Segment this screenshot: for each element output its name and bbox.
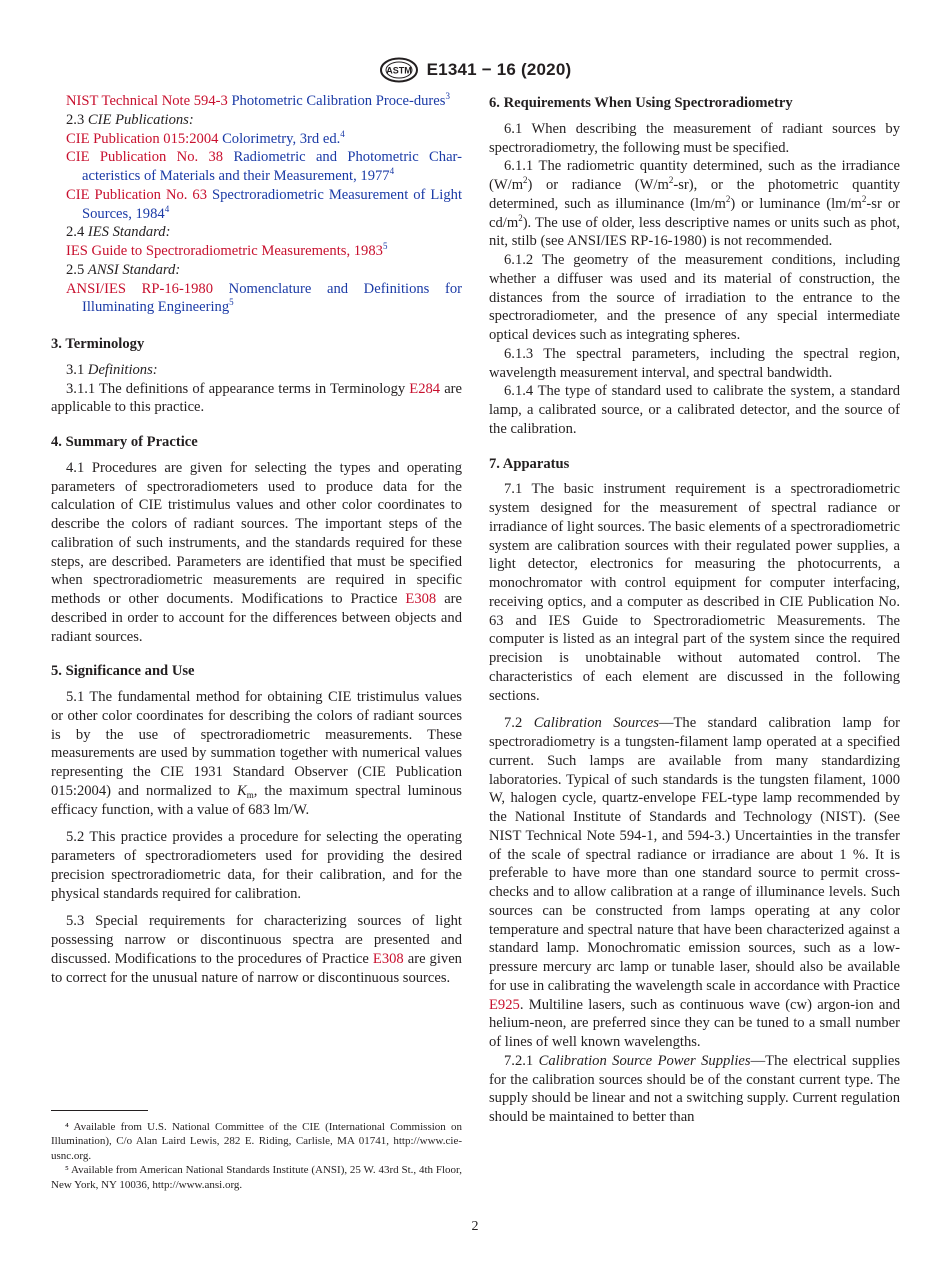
paragraph-6-1-1 bbox=[489, 157, 900, 251]
reference-cie-63 bbox=[51, 186, 462, 224]
paragraph-text: are applicable to this practice. bbox=[51, 380, 463, 416]
paragraph-6-1: 6.1 When describing the measurement of radiant sources by spectroradiometry, the following must be specified. bbox=[489, 120, 900, 156]
right-column bbox=[489, 92, 900, 1127]
paragraph-4-1 bbox=[51, 459, 462, 647]
section-number: 2.3 bbox=[66, 111, 85, 128]
paragraph-5-1 bbox=[51, 688, 462, 819]
reference-code[interactable]: NIST Technical Note 594-3 bbox=[66, 93, 228, 109]
astm-logo-icon bbox=[379, 57, 419, 83]
reference-title[interactable]: Illuminating Engineering bbox=[82, 299, 230, 316]
section-number: 7.2 bbox=[504, 715, 523, 732]
paragraph-text: 5.3 Special requirements for characterizing sources of light possessing narrow or discontinuous spectra are presented and discussed. Modifications to the procedures of Practice bbox=[51, 913, 462, 967]
section-number: 2.4 bbox=[66, 224, 85, 241]
footnote-ref[interactable]: 4 bbox=[389, 166, 395, 176]
section-number: 2.5 bbox=[66, 261, 85, 278]
paragraph-text: —The electrical supplies for the calibration sources should be of the constant current type. The supply should be linear and not a switching supply. Current regulation should be maintained to better than bbox=[489, 1052, 900, 1125]
footnotes bbox=[51, 1120, 462, 1192]
link-e308[interactable]: E308 bbox=[405, 591, 437, 607]
paragraph-5-3 bbox=[51, 912, 462, 987]
reference-code[interactable]: ANSI/IES RP-16-1980 bbox=[66, 280, 213, 297]
footnote-ref[interactable]: 4 bbox=[340, 128, 345, 139]
reference-title[interactable]: Nomenclature and Definitions for bbox=[228, 280, 463, 297]
paragraph-text: ). The use of older, less descriptive names or units such as phot, nit, stilb (see ANSI/IES RP-16-1980) is not recommended. bbox=[489, 214, 900, 250]
subsection-title: IES Standard: bbox=[87, 224, 171, 241]
paragraph-text: -sr), or the photometric quantity determined, such as illuminance (lm/m bbox=[489, 177, 900, 212]
subsection-title: Calibration Sources bbox=[533, 715, 659, 732]
section-heading-terminology: 3. Terminology bbox=[51, 336, 145, 352]
page-number: 2 bbox=[471, 1219, 479, 1234]
subsection-title: Calibration Source Power Supplies bbox=[538, 1052, 751, 1069]
page-header bbox=[0, 57, 950, 83]
subsection-2-3 bbox=[51, 111, 462, 130]
footnote-divider bbox=[51, 1110, 148, 1111]
paragraph-5-2: 5.2 This practice provides a procedure for selecting the operating parameters of spectroradiometers used for providing the desired precision spectroradiometric data, for their calibration, and for the physical standards required for calibration. bbox=[51, 829, 462, 902]
reference-title[interactable]: Colorimetry, 3rd ed. bbox=[222, 130, 341, 147]
reference-code[interactable]: CIE Publication 015:2004 bbox=[66, 130, 219, 147]
link-e925[interactable]: E925 bbox=[489, 996, 520, 1013]
paragraph-text: . Multiline lasers, such as continuous wave (cw) argon-ion and helium-neon, are preferred since they can be tuned to a small number of lines of well known wavelengths. bbox=[489, 996, 900, 1050]
link-e308[interactable]: E308 bbox=[372, 950, 404, 967]
symbol-subscript: m bbox=[246, 789, 254, 800]
reference-ies-guide bbox=[51, 242, 462, 261]
reference-code[interactable]: IES Guide to Spectroradiometric Measurements, 1983 bbox=[66, 243, 383, 259]
left-column bbox=[51, 92, 462, 987]
paragraph-6-1-4: 6.1.4 The type of standard used to calibrate the system, a standard lamp, a calibrated source, or a calibrated detector, and the source of the calibration. bbox=[489, 383, 900, 437]
paragraph-text: 4.1 Procedures are given for selecting the types and operating parameters of spectroradiometers used to produce data for the calculation of CIE tristimulus values and other color coordinates to describe the colors of radiant sources. The important steps of the calibration of such instruments, and the standards required for these steps, are described. Parameters are identified that must be specified when spectroradiometric measurements are required in specific methods or other documents. Modifications to Practice bbox=[51, 459, 462, 607]
footnote-ref[interactable]: 3 bbox=[445, 91, 450, 101]
paragraph-text: ) or radiance (W/m bbox=[527, 177, 669, 193]
reference-code[interactable]: CIE Publication No. 63 bbox=[66, 186, 208, 203]
paragraph-3-1 bbox=[51, 361, 462, 380]
section-number: 3.1 bbox=[66, 361, 85, 378]
superscript: 2 bbox=[725, 193, 731, 204]
paragraph-3-1-1 bbox=[51, 380, 462, 418]
section-heading-summary: 4. Summary of Practice bbox=[51, 434, 198, 450]
subsection-2-5 bbox=[51, 261, 462, 280]
logo-text: ASTM bbox=[385, 65, 412, 76]
reference-title[interactable]: Radiometric and Photometric Char- bbox=[233, 149, 462, 166]
paragraph-text: 5.1 The fundamental method for obtaining CIE tristimulus values or other color coordinates for describing the colors of radiant sources is by the use of spectroradiometric measurements. These measurements are used by summation together with numerical values representing the CIE 1931 Standard Observer (CIE Publication 015:2004) and normalized to bbox=[51, 689, 462, 799]
reference-title[interactable]: acteristics of Materials and their Measurement, 1977 bbox=[82, 168, 390, 184]
paragraph-text: 3.1.1 The definitions of appearance terms in Terminology bbox=[66, 380, 406, 397]
paragraph-text: ) or luminance (lm/m bbox=[730, 195, 862, 212]
superscript: 2 bbox=[518, 212, 523, 223]
section-number: 7.2.1 bbox=[504, 1052, 534, 1069]
subsection-title: Definitions: bbox=[87, 361, 158, 378]
reference-ansi-rp16 bbox=[51, 280, 462, 318]
paragraph-7-1: 7.1 The basic instrument requirement is a spectroradiometric system designed for the measurement of spectral radiance or irradiance of light sources. The basic elements of a spectroradiometric system are calibration sources with their regulated power supplies, a light detector, electronics for measuring the photocurrents, a monochromator with control equipment for computer interfacing, receiving optics, and a computer as described in CIE Publication No. 63 and IES Guide to Spectroradiometric Measurements. The computer is listed as an integral part of the system since the required precision is unobtainable without automated control. The characteristics of each element are discussed in the following sections. bbox=[489, 481, 900, 704]
reference-title[interactable]: dures bbox=[413, 93, 446, 109]
section-heading-apparatus: 7. Apparatus bbox=[489, 455, 570, 472]
superscript: 2 bbox=[861, 193, 867, 204]
paragraph-6-1-2: 6.1.2 The geometry of the measurement conditions, including whether a diffuser was used and its material of construction, the distances from the source of irradiation to the entrance to the spectroradiometer, and the presence of any special intermediate optical devices such as integrating spheres. bbox=[489, 252, 900, 343]
subsection-2-4 bbox=[51, 223, 462, 242]
superscript: 2 bbox=[523, 175, 528, 185]
reference-cie-38 bbox=[51, 148, 462, 186]
document-designation: E1341 − 16 (2020) bbox=[426, 60, 572, 79]
reference-title[interactable]: Spectroradiometric Measurement of bbox=[212, 186, 426, 203]
paragraph-text: are given to correct for the unusual nature of narrow or discontinuous sources. bbox=[51, 950, 462, 986]
paragraph-7-2 bbox=[489, 714, 900, 1052]
paragraph-text: 6.1.1 The radiometric quantity determined, such as the irradiance (W/m bbox=[489, 158, 900, 193]
reference-nist-594-3 bbox=[51, 92, 462, 111]
symbol-k: K bbox=[236, 782, 247, 799]
subsection-title: ANSI Standard: bbox=[87, 261, 181, 278]
paragraph-6-1-3: 6.1.3 The spectral parameters, including the spectral region, wavelength measurement interval, and spectral bandwidth. bbox=[489, 345, 900, 381]
footnote-4: ⁴ Available from U.S. National Committee of the CIE (International Commission on Illumination), C/o Alan Laird Lewis, 282 E. Riding, Carlisle, MA 01741, http://www.cie-usnc.org. bbox=[51, 1121, 462, 1162]
footnote-5: ⁵ Available from American National Standards Institute (ANSI), 25 W. 43rd St., 4th Floor, New York, NY 10036, http://www.ansi.org. bbox=[51, 1164, 462, 1191]
section-heading-requirements: 6. Requirements When Using Spectroradiometry bbox=[489, 95, 793, 111]
paragraph-text: are described in order to account for the differences between objects and radiant sources. bbox=[51, 591, 463, 645]
section-heading-significance: 5. Significance and Use bbox=[51, 663, 195, 680]
footnote-ref[interactable]: 5 bbox=[229, 297, 234, 308]
footnote-ref[interactable]: 5 bbox=[382, 241, 388, 251]
superscript: 2 bbox=[668, 175, 674, 185]
paragraph-text: , the maximum spectral luminous efficacy function, with a value of 683 lm/W. bbox=[51, 782, 462, 818]
paragraph-7-2-1 bbox=[489, 1052, 900, 1127]
reference-cie-015 bbox=[51, 130, 462, 149]
paragraph-text: -sr or cd/m bbox=[489, 195, 900, 231]
footnote-ref[interactable]: 4 bbox=[164, 203, 170, 214]
reference-title[interactable]: Light Sources, 1984 bbox=[82, 186, 462, 222]
subsection-title: CIE Publications: bbox=[87, 111, 194, 128]
paragraph-text: —The standard calibration lamp for spectroradiometry is a tungsten-filament lamp operated at a specified current. Such lamps are available from many standardizing laboratories. Typical of such standards is the tungsten filament, 1000 W, halogen cycle, quartz-envelope FEL-type lamp recommended by the National Institute of Standards and Technology (NIST). (See NIST Technical Note 594-1, and 594-3.) Uncertainties in the transfer of the scale of spectral radiance or irradiance are about 1 %. It is preferable to have more than one standard source to permit cross-checks and to allow calibration at a range of illuminance levels. Such sources can be constructed from lamps operating at any color temperature and spectral nature that have been characterized against a standard lamp. Monochromatic emission sources, such as a low-pressure mercury arc lamp or tunable laser, should also be available for use in calibrating the wavelength scale in accordance with Practice bbox=[489, 715, 900, 994]
reference-code[interactable]: CIE Publication No. 38 bbox=[66, 149, 224, 166]
link-e284[interactable]: E284 bbox=[409, 380, 441, 397]
reference-title[interactable]: Photometric Calibration Proce- bbox=[231, 93, 414, 109]
